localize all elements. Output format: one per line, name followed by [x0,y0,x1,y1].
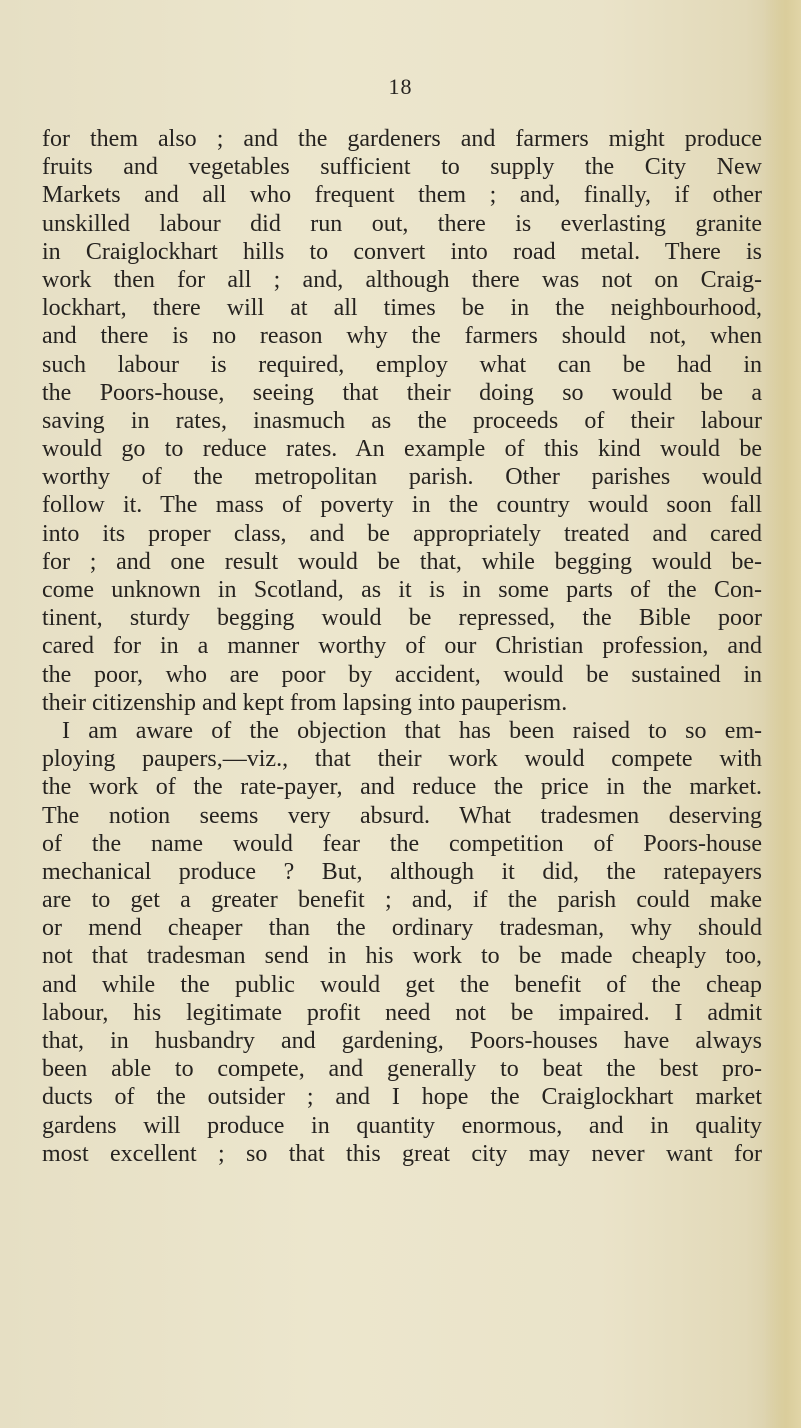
text-line: mechanical produce ? But, although it did, the ratepayers [42,858,762,885]
text-line: worthy of the metropolitan parish. Other parishes would [42,464,762,491]
text-line: in Craiglockhart hills to convert into road metal. There is [42,238,762,265]
text-line: the poor, who are poor by accident, would be sustained in [42,661,762,688]
text-line: and there is no reason why the farmers should not, when [42,323,762,350]
text-line: tinent, sturdy begging would be repressed, the Bible poor [42,605,762,632]
text-line: that, in husbandry and gardening, Poors-houses have always [42,1028,762,1054]
text-line: unskilled labour did run out, there is everlasting granite [42,210,762,237]
text-line: been able to compete, and generally to beat the best pro- [42,1056,762,1083]
text-line: are to get a greater benefit ; and, if the parish could make [42,887,762,914]
text-line: cared for in a manner worthy of our Christian profession, and [42,633,762,660]
text-line: follow it. The mass of poverty in the country would soon fall [42,492,762,519]
text-line: such labour is required, employ what can be had in [42,351,762,378]
text-line: their citizenship and kept from lapsing into pauperism. [42,689,568,716]
text-line: into its proper class, and be appropriately treated and cared [42,520,762,547]
page-number: 18 [388,74,413,99]
text-line: come unknown in Scotland, as it is in some parts of the Con- [42,577,762,603]
text-line: The notion seems very absurd. What tradesmen deserving [42,802,762,829]
text-line: most excellent ; so that this great city may never want for [42,1140,762,1167]
page-edge-shadow [763,0,801,1428]
text-line: lockhart, there will at all times be in the neighbourhood, [42,295,762,322]
body-text [42,125,762,1168]
text-line: work then for all ; and, although there was not on Craig- [42,266,762,293]
text-line: for them also ; and the gardeners and farmers might produce [42,126,762,152]
text-line: the Poors-house, seeing that their doing so would be a [42,379,762,406]
text-line: ducts of the outsider ; and I hope the Craiglockhart market [42,1084,762,1111]
text-line: saving in rates, inasmuch as the proceeds of their labour [42,407,762,434]
text-line: would go to reduce rates. An example of this kind would be [42,436,762,463]
text-line: of the name would fear the competition of Poors-house [42,830,762,857]
text-line: I am aware of the objection that has been raised to so em- [62,717,762,744]
text-line: ploying paupers,—viz., that their work would compete with [42,746,762,773]
text-line: and while the public would get the benefit of the cheap [42,971,762,998]
text-line: or mend cheaper than the ordinary tradesman, why should [42,915,762,942]
text-line: Markets and all who frequent them ; and, finally, if other [42,182,762,209]
text-line: for ; and one result would be that, while begging would be- [42,548,762,575]
text-line: the work of the rate-payer, and reduce the price in the market. [42,774,762,801]
text-line: gardens will produce in quantity enormous, and in quality [42,1112,762,1139]
text-line: fruits and vegetables sufficient to supply the City New [42,154,762,181]
text-line: labour, his legitimate profit need not be impaired. I admit [42,999,762,1026]
text-line: not that tradesman send in his work to be made cheaply too, [42,943,762,970]
